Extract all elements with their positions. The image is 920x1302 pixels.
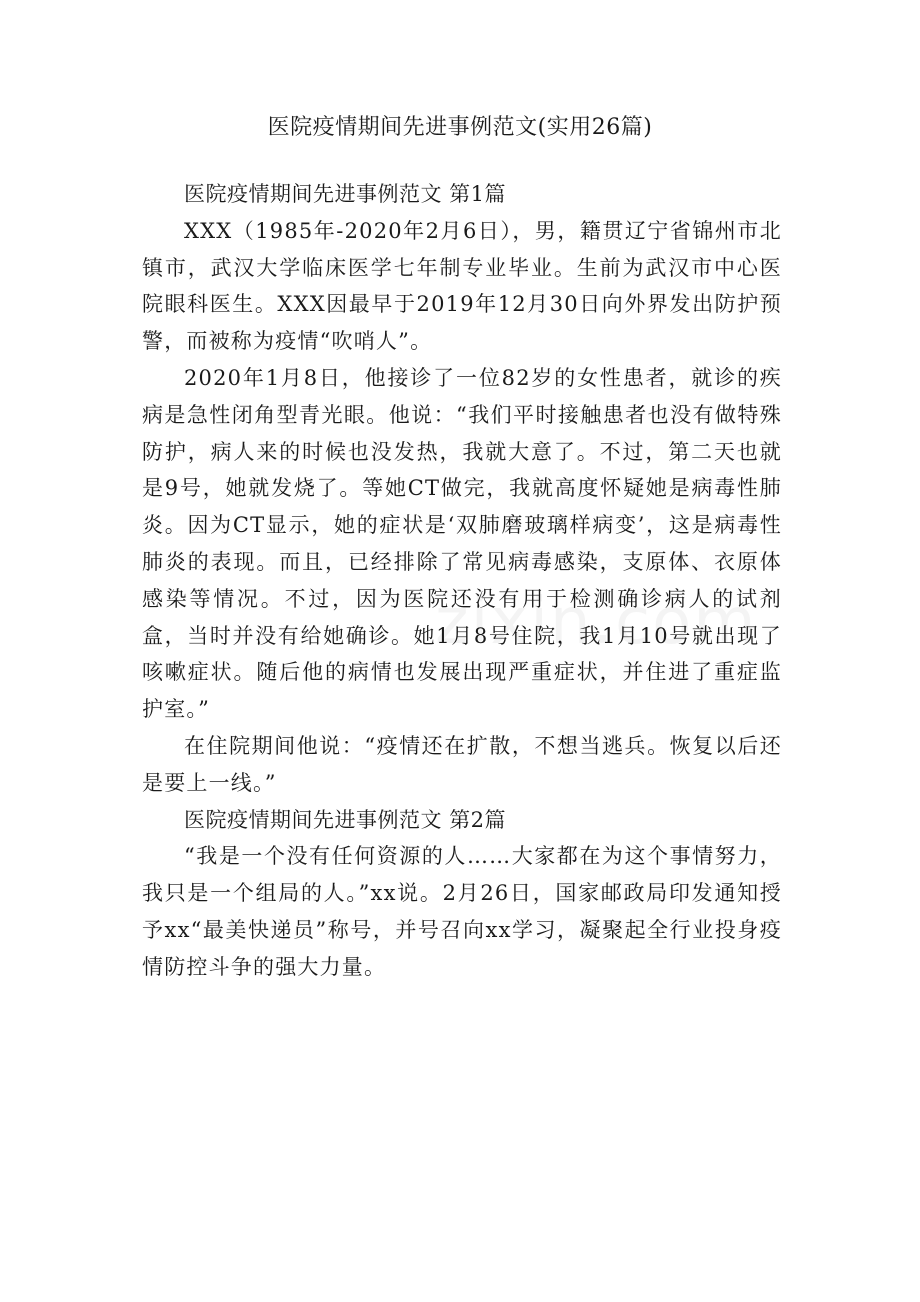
document-body [142, 176, 782, 986]
section-heading-2: 医院疫情期间先进事例范文 第2篇 [184, 807, 507, 832]
document-title: 医院疫情期间先进事例范文(实用26篇) [267, 115, 653, 140]
body-paragraph: “我是一个没有任何资源的人……大家都在为这个事情努力，我只是一个组局的人。”xx说。2月26日，国家邮政局印发通知授予xx“最美快递员”称号，并号召向xx学习，凝聚起全行业投身疫情防控斗争的强大力量。 [142, 844, 782, 979]
body-paragraph: XXX（1985年-2020年2月6日），男，籍贯辽宁省锦州市北镇市，武汉大学临床医学七年制专业毕业。生前为武汉市中心医院眼科医生。XXX因最早于2019年12月30日向外界发出防护预警，而被称为疫情“吹哨人”。 [142, 218, 782, 354]
section-heading-1: 医院疫情期间先进事例范文 第1篇 [184, 182, 507, 206]
body-paragraph: 在住院期间他说：“疫情还在扩散，不想当逃兵。恢复以后还是要上一线。” [142, 733, 782, 795]
body-paragraph: 2020年1月8日，他接诊了一位82岁的女性患者，就诊的疾病是急性闭角型青光眼。他说：“我们平时接触患者也没有做特殊防护，病人来的时候也没发热，我就大意了。不过，第二天也就是9号，她就发烧了。等她CT做完，我就高度怀疑她是病毒性肺炎。因为CT显示，她的症状是‘双肺磨玻璃样病变’，这是病毒性肺炎的表现。而且，已经排除了常见病毒感染，支原体、衣原体感染等情况。不过，因为医院还没有用于检测确诊病人的试剂盒，当时并没有给她确诊。她1月8号住院，我1月10号就出现了咳嗽症状。随后他的病情也发展出现严重症状，并住进了重症监护室。” [142, 365, 782, 722]
